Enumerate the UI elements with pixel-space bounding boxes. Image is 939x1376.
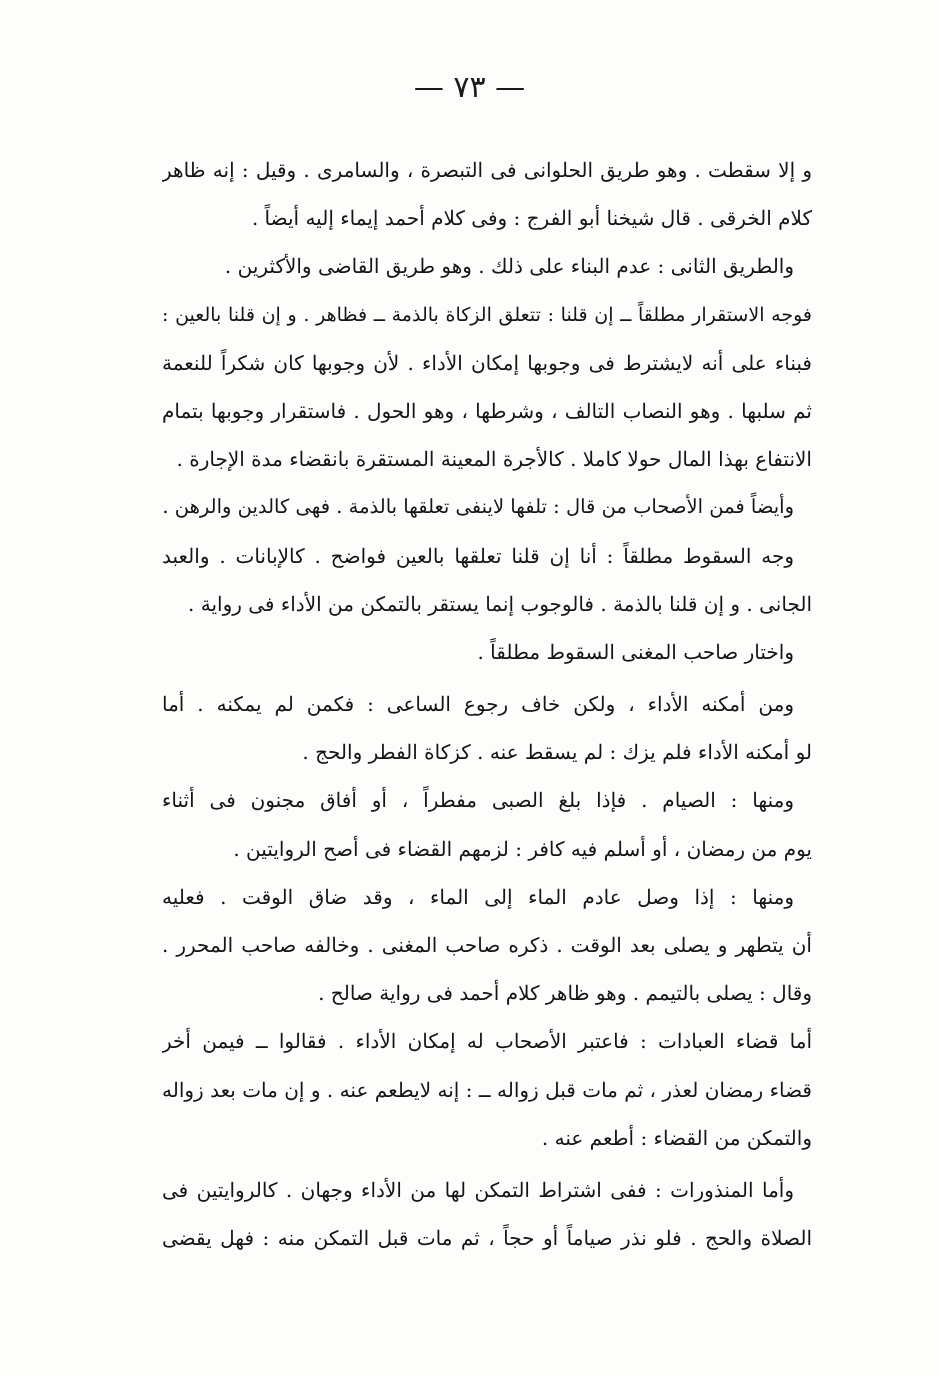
text-line: والطريق الثانى : عدم البناء على ذلك . وهو طريق القاضى والأكثرين . (224, 254, 794, 279)
text-line: كلام الخرقى . قال شيخنا أبو الفرج : وفى كلام أحمد إيماء إليه أيضاً . (251, 206, 812, 231)
text-line: وأيضاً فمن الأصحاب من قال : تلفها لاينفى تعلقها بالذمة . فهى كالدين والرهن . (162, 495, 794, 519)
text-line: ومنها : إذا وصل عادم الماء إلى الماء ، وقد ضاق الوقت . فعليه (162, 884, 794, 909)
text-line: وأما المنذورات : ففى اشتراط التمكن لها من الأداء وجهان . كالروايتين فى (162, 1177, 794, 1202)
text-line: الانتفاع بهذا المال حولا كاملا . كالأجرة المعينة المستقرة بانقضاء مدة الإجارة . (176, 447, 812, 472)
text-line: لو أمكنه الأداء فلم يزك : لم يسقط عنه . كزكاة الفطر والحج . (302, 740, 812, 765)
body-text (162, 146, 812, 1262)
text-line: فوجه الاستقرار مطلقاً ــ إن قلنا : تتعلق الزكاة بالذمة ــ فظاهر . و إن قلنا بالعين : (162, 303, 812, 326)
text-line: والتمكن من القضاء : أطعم عنه . (541, 1125, 812, 1150)
text-line: الجانى . و إن قلنا بالذمة . فالوجوب إنما يستقر بالتمكن من الأداء فى رواية . (188, 591, 812, 616)
text-line: أن يتطهر و يصلى بعد الوقت . ذكره صاحب المغنى . وخالفه صاحب المحرر . (162, 933, 812, 957)
text-line: الصلاة والحج . فلو نذر صياماً أو حجاً ، ثم مات قبل التمكن منه : فهل يقضى (162, 1226, 812, 1251)
text-line: أما قضاء العبادات : فاعتبر الأصحاب له إمكان الأداء . فقالوا ــ فيمن أخر (162, 1029, 812, 1054)
text-line: واختار صاحب المغنى السقوط مطلقاً . (477, 639, 794, 664)
text-line: قضاء رمضان لعذر ، ثم مات قبل زواله ــ : إنه لايطعم عنه . و إن مات بعد زواله (162, 1077, 812, 1102)
text-line: يوم من رمضان ، أو أسلم فيه كافر : لزمهم القضاء فى أصح الروايتين . (233, 836, 812, 861)
text-line: ثم سلبها . وهو النصاب التالف ، وشرطها ، وهو الحول . فاستقرار وجوبها بتمام (162, 398, 812, 423)
text-line: ومن أمكنه الأداء ، ولكن خاف رجوع الساعى : فكمن لم يمكنه . أما (162, 692, 794, 717)
text-line: وقال : يصلى بالتيمم . وهو ظاهر كلام أحمد فى رواية صالح . (318, 981, 812, 1006)
text-line: فبناء على أنه لايشترط فى وجوبها إمكان الأداء . لأن وجوبها كان شكراً للنعمة (162, 350, 812, 375)
text-line: وجه السقوط مطلقاً : أنا إن قلنا تعلقها بالعين فواضح . كالإبانات . والعبد (162, 543, 794, 568)
text-line: ومنها : الصيام . فإذا بلغ الصبى مفطراً ، أو أفاق مجنون فى أثناء (162, 788, 794, 813)
text-line: و إلا سقطت . وهو طريق الحلوانى فى التبصرة ، والسامرى . وقيل : إنه ظاهر (162, 158, 812, 182)
page-number: — ٧٣ — (413, 70, 526, 105)
